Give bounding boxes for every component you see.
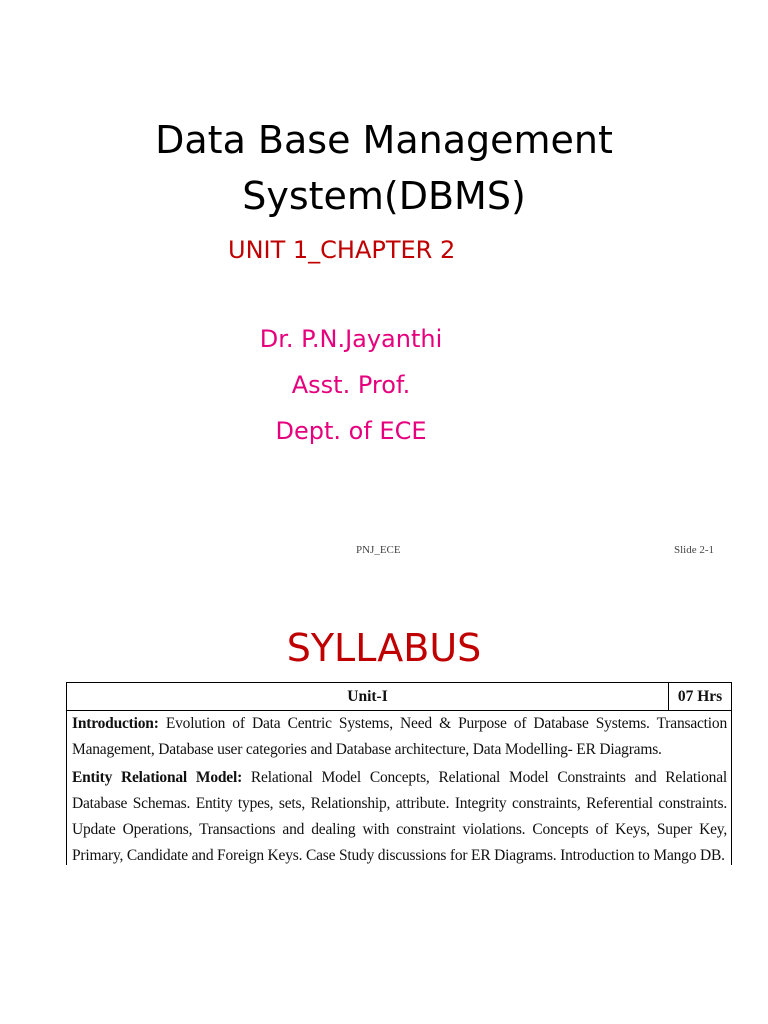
syllabus-paragraph-introduction bbox=[72, 711, 727, 763]
slide-number: Slide 2-1 bbox=[674, 544, 715, 556]
syllabus-table-header bbox=[67, 683, 731, 711]
footer-author-tag: PNJ_ECE bbox=[356, 544, 401, 556]
author-role: Asst. Prof. bbox=[291, 371, 411, 399]
syllabus-paragraph-entity-relational-model bbox=[72, 765, 727, 865]
slide-title-line-1: Data Base Management bbox=[155, 118, 613, 162]
syllabus-topic-label: Introduction: bbox=[72, 715, 159, 732]
syllabus-unit-header: Unit-I bbox=[67, 683, 669, 710]
syllabus-topic-text: Evolution of Data Centric Systems, Need & Purpose of Database Systems. Transaction Management, Database user categories and Database architecture, Data Modelling- ER Diagrams. bbox=[72, 715, 727, 758]
unit-chapter-label: UNIT 1_CHAPTER 2 bbox=[228, 236, 456, 264]
slide-title-line-2: System(DBMS) bbox=[242, 174, 526, 218]
syllabus-topic-label: Entity Relational Model: bbox=[72, 769, 243, 786]
author-name: Dr. P.N.Jayanthi bbox=[259, 325, 443, 353]
syllabus-topic-text: Relational Model Concepts, Relational Model Constraints and Relational Database Schemas. Entity types, sets, Relationship, attribute. Integrity constraints, Referential constraints. Update Operations, Transactions and dealing with constraint violations. Concepts of Keys, Super Key, Primary, Candidate and Foreign Keys. Case Study discussions for ER Diagrams. Introduction to Mango DB. bbox=[72, 769, 727, 864]
syllabus-table-body bbox=[67, 711, 731, 865]
author-department: Dept. of ECE bbox=[275, 417, 427, 445]
syllabus-hours-header: 07 Hrs bbox=[677, 688, 723, 705]
syllabus-heading: SYLLABUS bbox=[286, 626, 482, 670]
author-block bbox=[220, 316, 482, 454]
syllabus-table bbox=[66, 682, 732, 865]
slide-title bbox=[0, 112, 768, 224]
